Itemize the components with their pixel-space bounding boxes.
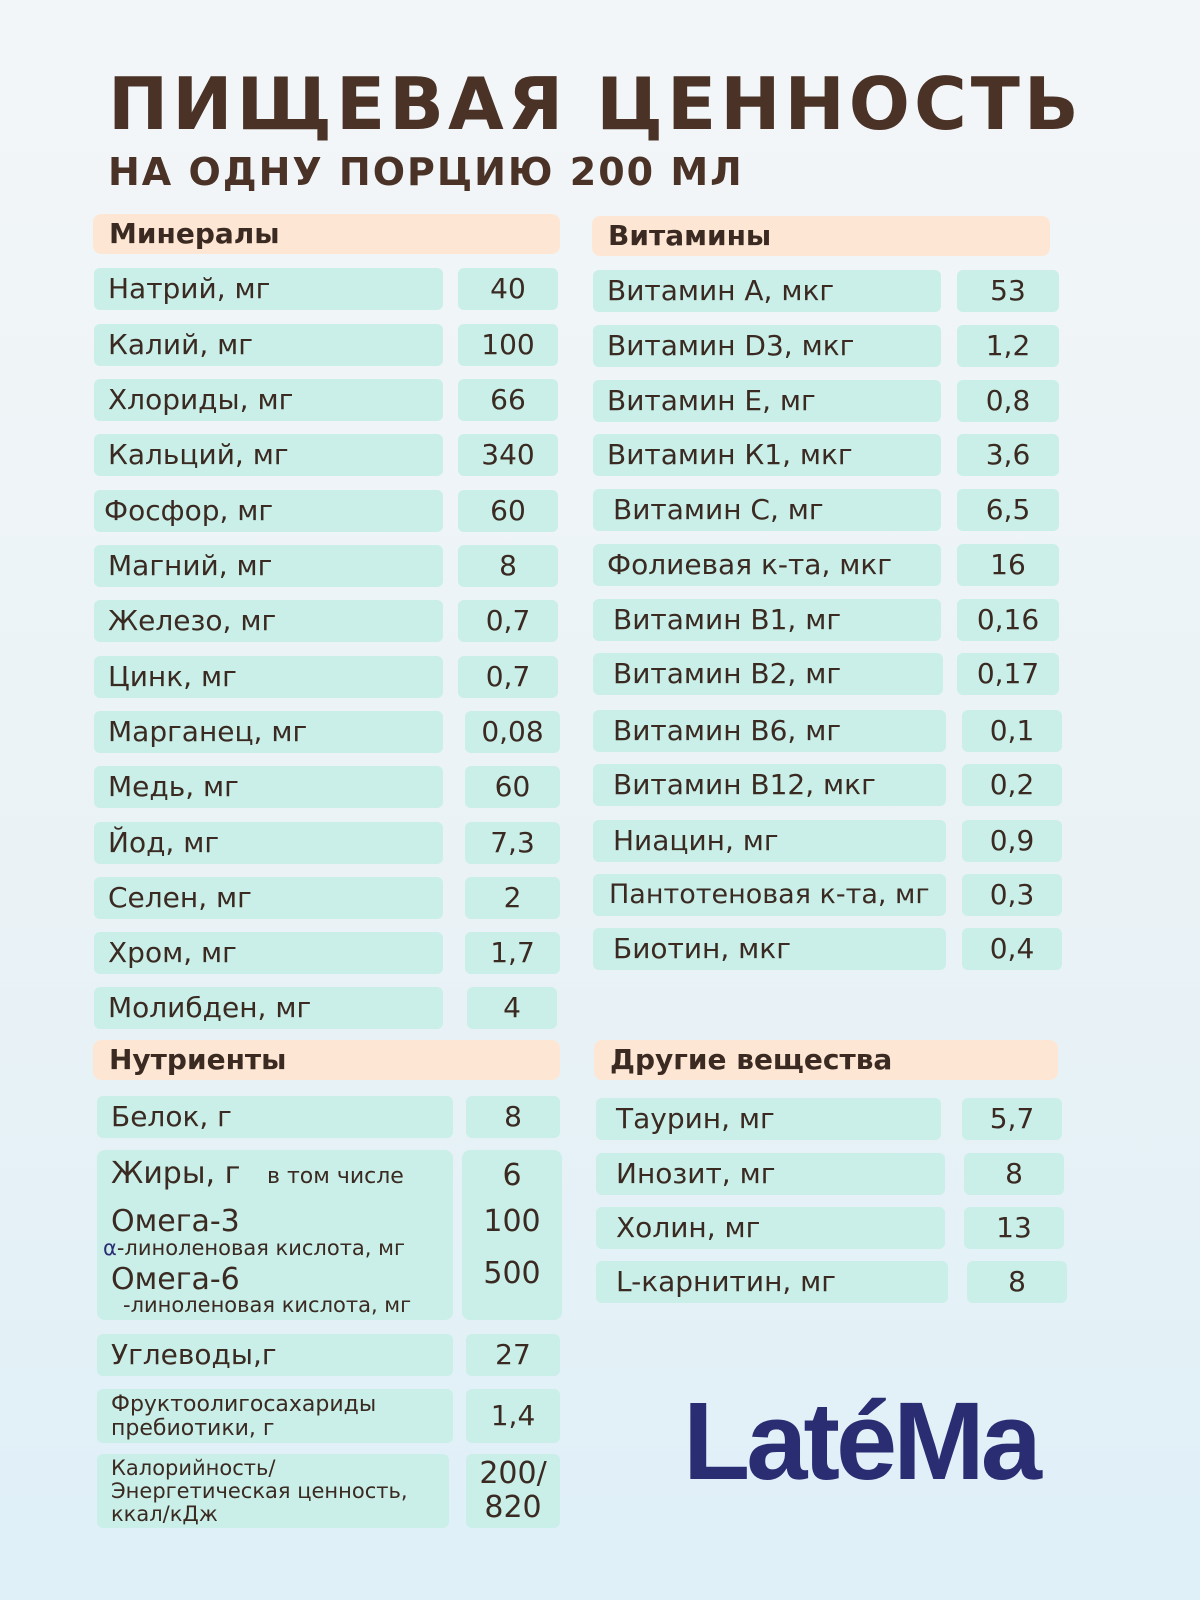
- nutrient-value: 40: [458, 268, 558, 310]
- nutrient-value: 0,08: [465, 711, 560, 753]
- nutrient-label: Железо, мг: [94, 600, 443, 642]
- nutrient-value: 60: [458, 490, 558, 532]
- omega3-sub: -линоленовая кислота, мг: [116, 1236, 406, 1260]
- nutrient-value: 2: [465, 877, 560, 919]
- omega6-value: 500: [483, 1256, 541, 1291]
- nutrient-label: Йод, мг: [94, 822, 443, 864]
- omega3-label: Омега-3: [111, 1204, 240, 1239]
- fats-label: Жиры, г: [111, 1156, 241, 1191]
- nutrient-label: Натрий, мг: [94, 268, 443, 310]
- nutrient-value: 0,9: [962, 820, 1062, 862]
- brand-logo: LatéMa: [683, 1380, 1038, 1503]
- nutrient-label: Витамин В12, мкг: [593, 764, 946, 806]
- nutrient-label: Белок, г: [97, 1096, 453, 1138]
- energy-value-line1: 200/: [479, 1456, 547, 1491]
- nutrient-label: Селен, мг: [94, 877, 443, 919]
- nutrient-value: 6,5: [957, 489, 1059, 531]
- nutrient-label: Хром, мг: [94, 932, 443, 974]
- nutrient-value: 0,1: [962, 710, 1062, 752]
- nutrient-label: Хлориды, мг: [94, 379, 443, 421]
- nutrient-label: Витамин С, мг: [593, 489, 941, 531]
- vitamins-header: Витамины: [592, 216, 1050, 256]
- energy-value-line2: 820: [484, 1490, 542, 1525]
- nutrient-value: 0,7: [458, 600, 558, 642]
- fats-value: 6: [502, 1158, 522, 1193]
- other-substances-header: Другие вещества: [594, 1040, 1058, 1080]
- energy-label-line2: Энергетическая ценность,: [111, 1479, 408, 1503]
- omega6-label: Омега-6: [111, 1262, 240, 1297]
- nutrient-label: Витамин К1, мкг: [593, 434, 941, 476]
- nutrient-label: Цинк, мг: [94, 656, 443, 698]
- fos-label-line2: пребиотики, г: [111, 1416, 275, 1441]
- nutrient-value: 0,7: [458, 656, 558, 698]
- fats-block: [97, 1150, 453, 1320]
- nutrient-label: L-карнитин, мг: [596, 1261, 948, 1303]
- nutrient-label: Витамин В1, мг: [593, 599, 941, 641]
- nutrient-value: 16: [957, 544, 1059, 586]
- nutrient-label: Ниацин, мг: [593, 820, 946, 862]
- page-title: ПИЩЕВАЯ ЦЕННОСТЬ: [108, 62, 1083, 146]
- fos-label-line1: Фруктоолигосахариды: [111, 1392, 377, 1417]
- fos-value: 1,4: [466, 1389, 560, 1443]
- energy-label-line1: Калорийность/: [111, 1456, 276, 1480]
- nutrient-value: 8: [466, 1096, 560, 1138]
- nutrient-value: 8: [967, 1261, 1067, 1303]
- fos-label: [97, 1389, 453, 1443]
- nutrient-label: Кальций, мг: [94, 434, 443, 476]
- nutrient-value: 3,6: [957, 434, 1059, 476]
- nutrient-label: Инозит, мг: [596, 1153, 945, 1195]
- nutrient-value: 0,4: [962, 928, 1062, 970]
- nutrient-label: Витамин Е, мг: [593, 380, 941, 422]
- page-subtitle: НА ОДНУ ПОРЦИЮ 200 МЛ: [108, 150, 744, 194]
- nutrient-value: 0,2: [962, 764, 1062, 806]
- nutrient-label: Магний, мг: [94, 545, 443, 587]
- nutrient-label: Медь, мг: [94, 766, 443, 808]
- nutrient-value: 4: [467, 987, 557, 1029]
- nutrient-value: 53: [957, 270, 1059, 312]
- nutrient-label: Молибден, мг: [94, 987, 443, 1029]
- nutrient-label: Витамин В6, мг: [593, 710, 946, 752]
- nutrients-header: Нутриенты: [93, 1040, 560, 1080]
- nutrient-value: 60: [465, 766, 560, 808]
- fats-note: в том числе: [267, 1164, 404, 1189]
- nutrient-label: Витамин А, мкг: [593, 270, 941, 312]
- nutrient-label: Марганец, мг: [94, 711, 443, 753]
- nutrient-value: 1,2: [957, 325, 1059, 367]
- nutrient-value: 5,7: [962, 1098, 1062, 1140]
- nutrient-value: 0,8: [957, 380, 1059, 422]
- nutrient-value: 0,16: [957, 599, 1059, 641]
- nutrient-value: 27: [466, 1334, 560, 1376]
- nutrient-label: Витамин D3, мкг: [593, 325, 941, 367]
- energy-label-line3: ккал/кДж: [111, 1502, 218, 1526]
- nutrient-label: Калий, мг: [94, 324, 443, 366]
- nutrient-value: 340: [458, 434, 558, 476]
- energy-label: [97, 1454, 449, 1528]
- nutrient-label: Пантотеновая к-та, мг: [593, 874, 946, 916]
- minerals-header: Минералы: [93, 214, 560, 254]
- fats-values: [462, 1150, 562, 1320]
- nutrient-label: Биотин, мкг: [593, 928, 946, 970]
- nutrient-value: 8: [458, 545, 558, 587]
- omega3-description: [103, 1236, 405, 1260]
- alpha-symbol: α: [103, 1236, 117, 1260]
- nutrient-value: 8: [964, 1153, 1064, 1195]
- nutrient-value: 1,7: [465, 932, 560, 974]
- nutrient-label: Витамин В2, мг: [593, 653, 943, 695]
- omega3-value: 100: [483, 1204, 541, 1239]
- nutrient-value: 13: [964, 1207, 1064, 1249]
- nutrient-label: Фосфор, мг: [94, 490, 443, 532]
- nutrient-value: 100: [458, 324, 558, 366]
- nutrient-label: Фолиевая к-та, мкг: [593, 544, 941, 586]
- nutrient-value: 0,17: [957, 653, 1059, 695]
- nutrient-label: Углеводы,г: [97, 1334, 453, 1376]
- nutrient-value: 0,3: [962, 874, 1062, 916]
- nutrient-value: 66: [458, 379, 558, 421]
- nutrient-label: Холин, мг: [596, 1207, 945, 1249]
- energy-value: [466, 1454, 560, 1528]
- nutrient-label: Таурин, мг: [596, 1098, 941, 1140]
- nutrient-value: 7,3: [465, 822, 560, 864]
- omega6-description: -линоленовая кислота, мг: [123, 1293, 412, 1317]
